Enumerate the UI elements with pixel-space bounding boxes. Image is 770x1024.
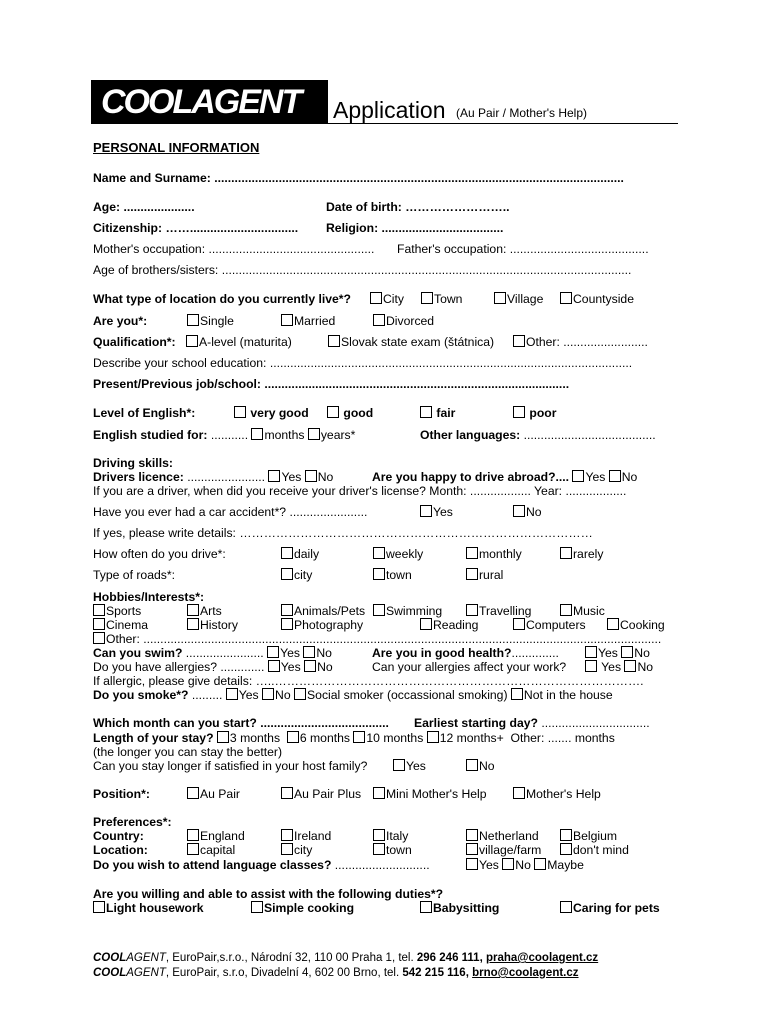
checkbox-icon[interactable] bbox=[420, 901, 432, 913]
hobby-travelling[interactable]: Travelling bbox=[466, 604, 531, 618]
qualification-label: Qualification*: bbox=[93, 335, 176, 349]
checkbox-icon[interactable] bbox=[393, 759, 405, 771]
checkbox-icon[interactable] bbox=[420, 406, 432, 418]
footer-praha: COOLAGENT, EuroPair,s.r.o., Národní 32, 110 00 Praha 1, tel. 296 246 111, praha@coolagent.cz bbox=[93, 952, 599, 964]
checkbox-icon[interactable] bbox=[294, 688, 306, 700]
position-mini-mothers-help[interactable]: Mini Mother's Help bbox=[373, 787, 487, 801]
checkbox-icon[interactable] bbox=[267, 646, 279, 658]
duties-question: Are you willing and able to assist with the following duties*? bbox=[93, 887, 444, 901]
country-label: Country: bbox=[93, 829, 144, 843]
checkbox-icon[interactable] bbox=[187, 829, 199, 841]
option-alevel[interactable]: A-level (maturita) bbox=[186, 335, 292, 349]
location-town[interactable]: town bbox=[373, 843, 412, 857]
allergies-affect-options: Yes No bbox=[585, 660, 653, 674]
religion-field[interactable]: Religion: .................................... bbox=[326, 221, 504, 235]
option-town[interactable]: Town bbox=[421, 292, 462, 306]
option-good[interactable]: good bbox=[327, 406, 373, 420]
option-rarely[interactable]: rarely bbox=[560, 547, 603, 561]
checkbox-icon[interactable] bbox=[308, 428, 320, 440]
checkbox-icon[interactable] bbox=[373, 604, 385, 616]
hobby-cooking[interactable]: Cooking bbox=[607, 618, 665, 632]
checkbox-icon[interactable] bbox=[466, 843, 478, 855]
name-field[interactable]: Name and Surname: ......................................................................................................................... bbox=[93, 171, 624, 185]
checkbox-icon[interactable] bbox=[466, 547, 478, 559]
hobby-computers[interactable]: Computers bbox=[513, 618, 586, 632]
option-other-qualification[interactable]: Other: ......................... bbox=[513, 335, 648, 349]
hobby-animals[interactable]: Animals/Pets bbox=[281, 604, 365, 618]
checkbox-icon[interactable] bbox=[420, 618, 432, 630]
location-capital[interactable]: capital bbox=[187, 843, 235, 857]
hobby-other[interactable]: Other: ......................................................................................................................................................... bbox=[93, 632, 661, 646]
checkbox-icon[interactable] bbox=[93, 618, 105, 630]
checkbox-icon[interactable] bbox=[262, 688, 274, 700]
checkbox-icon[interactable] bbox=[560, 604, 572, 616]
checkbox-icon[interactable] bbox=[93, 604, 105, 616]
checkbox-icon[interactable] bbox=[93, 901, 105, 913]
checkbox-icon[interactable] bbox=[370, 292, 382, 304]
country-italy[interactable]: Italy bbox=[373, 829, 408, 843]
checkbox-icon[interactable] bbox=[466, 829, 478, 841]
duty-caring-pets[interactable]: Caring for pets bbox=[560, 901, 660, 915]
option-weekly[interactable]: weekly bbox=[373, 547, 423, 561]
option-countryside[interactable]: Countyside bbox=[560, 292, 634, 306]
checkbox-icon[interactable] bbox=[624, 660, 636, 672]
option-slovak-exam[interactable]: Slovak state exam (štátnica) bbox=[328, 335, 494, 349]
checkbox-icon[interactable] bbox=[251, 901, 263, 913]
checkbox-icon[interactable] bbox=[373, 787, 385, 799]
checkbox-icon[interactable] bbox=[187, 843, 199, 855]
page-subtitle: (Au Pair / Mother's Help) bbox=[456, 106, 587, 120]
hobby-photography[interactable]: Photography bbox=[281, 618, 363, 632]
checkbox-icon[interactable] bbox=[466, 604, 478, 616]
drive-abroad-row: Are you happy to drive abroad?.... Yes No bbox=[372, 470, 638, 484]
checkbox-icon[interactable] bbox=[187, 618, 199, 630]
swim-row: Can you swim? ....................... Yes No bbox=[93, 646, 332, 660]
checkbox-icon[interactable] bbox=[268, 660, 280, 672]
checkbox-icon[interactable] bbox=[502, 858, 514, 870]
checkbox-icon[interactable] bbox=[427, 731, 439, 743]
stay-longer-question: Can you stay longer if satisfied in your host family? bbox=[93, 759, 368, 773]
checkbox-icon[interactable] bbox=[585, 646, 597, 658]
hobbies-heading: Hobbies/Interests*: bbox=[93, 590, 205, 604]
option-monthly[interactable]: monthly bbox=[466, 547, 522, 561]
hobby-reading[interactable]: Reading bbox=[420, 618, 478, 632]
checkbox-icon[interactable] bbox=[560, 547, 572, 559]
position-au-pair[interactable]: Au Pair bbox=[187, 787, 240, 801]
language-classes-options: Yes No Maybe bbox=[466, 858, 584, 872]
checkbox-icon[interactable] bbox=[281, 843, 293, 855]
checkbox-icon[interactable] bbox=[572, 470, 584, 482]
checkbox-icon[interactable] bbox=[420, 505, 432, 517]
option-fair[interactable]: fair bbox=[420, 406, 455, 420]
checkbox-icon[interactable] bbox=[373, 314, 385, 326]
option-very-good[interactable]: very good bbox=[234, 406, 309, 420]
hobby-arts[interactable]: Arts bbox=[187, 604, 222, 618]
english-level-label: Level of English*: bbox=[93, 406, 196, 420]
position-mothers-help[interactable]: Mother's Help bbox=[513, 787, 601, 801]
country-ireland[interactable]: Ireland bbox=[281, 829, 331, 843]
checkbox-icon[interactable] bbox=[421, 292, 433, 304]
location-dont-mind[interactable]: don't mind bbox=[560, 843, 629, 857]
checkbox-icon[interactable] bbox=[560, 901, 572, 913]
allergy-details-field[interactable]: If allergic, please give details: …..………………………………………………………………………………. bbox=[93, 674, 644, 688]
checkbox-icon[interactable] bbox=[560, 843, 572, 855]
checkbox-icon[interactable] bbox=[93, 632, 105, 644]
section-title: PERSONAL INFORMATION bbox=[93, 140, 260, 155]
coolagent-logo: COOLAGENT bbox=[101, 83, 301, 121]
checkbox-icon[interactable] bbox=[327, 406, 339, 418]
dob-field[interactable]: Date of birth: …………………….. bbox=[326, 200, 510, 214]
page-title: Application bbox=[333, 97, 446, 123]
accident-no[interactable]: No bbox=[513, 505, 542, 519]
location-question: What type of location do you currently live*? bbox=[93, 292, 351, 306]
smoke-row: Do you smoke*? ......... Yes No Social smoker (occassional smoking) Not in the house bbox=[93, 688, 613, 702]
option-married[interactable]: Married bbox=[281, 314, 335, 328]
checkbox-icon[interactable] bbox=[513, 406, 525, 418]
mother-occupation-field[interactable]: Mother's occupation: ................................................. bbox=[93, 242, 375, 256]
hobby-history[interactable]: History bbox=[187, 618, 238, 632]
stay-longer-yes[interactable]: Yes bbox=[393, 759, 426, 773]
location-city[interactable]: city bbox=[281, 843, 312, 857]
roads-label: Type of roads*: bbox=[93, 568, 175, 582]
father-occupation-field[interactable]: Father's occupation: ......................................... bbox=[397, 242, 649, 256]
longer-better-note: (the longer you can stay the better) bbox=[93, 745, 283, 759]
checkbox-icon[interactable] bbox=[353, 731, 365, 743]
checkbox-icon[interactable] bbox=[466, 568, 478, 580]
position-label: Position*: bbox=[93, 787, 150, 801]
checkbox-icon[interactable] bbox=[513, 335, 525, 347]
country-netherland[interactable]: Netherland bbox=[466, 829, 539, 843]
preferences-heading: Preferences*: bbox=[93, 815, 172, 829]
checkbox-icon[interactable] bbox=[234, 406, 246, 418]
checkbox-icon[interactable] bbox=[513, 787, 525, 799]
checkbox-icon[interactable] bbox=[187, 314, 199, 326]
email-link-brno[interactable]: brno@coolagent.cz bbox=[472, 967, 579, 979]
language-classes-question: Do you wish to attend language classes? ............................ bbox=[93, 858, 430, 872]
checkbox-icon[interactable] bbox=[303, 646, 315, 658]
checkbox-icon[interactable] bbox=[560, 829, 572, 841]
start-month-field[interactable]: Which month can you start? ...................................... bbox=[93, 716, 389, 730]
checkbox-icon[interactable] bbox=[607, 618, 619, 630]
header-rule bbox=[328, 123, 678, 124]
licence-row: Drivers licence: ....................... Yes No bbox=[93, 470, 334, 484]
english-studied-row: English studied for: ........... months years* bbox=[93, 428, 356, 442]
checkbox-icon[interactable] bbox=[494, 292, 506, 304]
checkbox-icon[interactable] bbox=[373, 568, 385, 580]
option-village[interactable]: Village bbox=[494, 292, 543, 306]
health-row: Are you in good health?.............. bbox=[372, 646, 559, 660]
option-poor[interactable]: poor bbox=[513, 406, 556, 420]
checkbox-icon[interactable] bbox=[511, 688, 523, 700]
hobby-cinema[interactable]: Cinema bbox=[93, 618, 148, 632]
duty-babysitting[interactable]: Babysitting bbox=[420, 901, 499, 915]
allergies-affect-question: Can your allergies affect your work? bbox=[372, 660, 567, 674]
location-village-farm[interactable]: village/farm bbox=[466, 843, 541, 857]
checkbox-icon[interactable] bbox=[268, 470, 280, 482]
option-daily[interactable]: daily bbox=[281, 547, 319, 561]
accident-yes[interactable]: Yes bbox=[420, 505, 453, 519]
checkbox-icon[interactable] bbox=[281, 829, 293, 841]
checkbox-icon[interactable] bbox=[281, 618, 293, 630]
allergies-row: Do you have allergies? ............. Yes No bbox=[93, 660, 333, 674]
checkbox-icon[interactable] bbox=[513, 505, 525, 517]
citizenship-field[interactable]: Citizenship: ……................................ bbox=[93, 221, 299, 235]
checkbox-icon[interactable] bbox=[621, 646, 633, 658]
marital-label: Are you*: bbox=[93, 314, 148, 328]
driving-skills-heading: Driving skills: bbox=[93, 456, 173, 470]
length-stay-row: Length of your stay? 3 months 6 months 10 months 12 months+ Other: ....... months bbox=[93, 731, 615, 745]
checkbox-icon[interactable] bbox=[609, 470, 621, 482]
checkbox-icon[interactable] bbox=[466, 759, 478, 771]
option-road-town[interactable]: town bbox=[373, 568, 412, 582]
accident-question: Have you ever had a car accident*? ....................... bbox=[93, 505, 368, 519]
checkbox-icon[interactable] bbox=[251, 428, 263, 440]
checkbox-icon[interactable] bbox=[187, 787, 199, 799]
checkbox-icon[interactable] bbox=[560, 292, 572, 304]
other-languages-field[interactable]: Other languages: ....................................... bbox=[420, 428, 656, 442]
checkbox-icon[interactable] bbox=[585, 660, 597, 672]
email-link-praha[interactable]: praha@coolagent.cz bbox=[485, 952, 599, 964]
checkbox-icon[interactable] bbox=[281, 314, 293, 326]
stay-longer-no[interactable]: No bbox=[466, 759, 495, 773]
checkbox-icon[interactable] bbox=[281, 604, 293, 616]
earliest-start-field[interactable]: Earliest starting day? ................................ bbox=[414, 716, 650, 730]
hobby-swimming[interactable]: Swimming bbox=[373, 604, 442, 618]
option-city[interactable]: City bbox=[370, 292, 404, 306]
checkbox-icon[interactable] bbox=[287, 731, 299, 743]
checkbox-icon[interactable] bbox=[513, 618, 525, 630]
age-field[interactable]: Age: ..................... bbox=[93, 200, 195, 214]
checkbox-icon[interactable] bbox=[304, 660, 316, 672]
option-single[interactable]: Single bbox=[187, 314, 234, 328]
checkbox-icon[interactable] bbox=[281, 787, 293, 799]
checkbox-icon[interactable] bbox=[226, 688, 238, 700]
checkbox-icon[interactable] bbox=[373, 547, 385, 559]
siblings-field[interactable]: Age of brothers/sisters: ......................................................................................................................... bbox=[93, 263, 632, 277]
option-road-rural[interactable]: rural bbox=[466, 568, 503, 582]
how-often-label: How often do you drive*: bbox=[93, 547, 226, 561]
country-belgium[interactable]: Belgium bbox=[560, 829, 617, 843]
footer-brno: COOLAGENT, EuroPair, s.r.o, Divadelní 4, 602 00 Brno, tel. 542 215 116, brno@coolagent.cz bbox=[93, 967, 579, 979]
checkbox-icon[interactable] bbox=[328, 335, 340, 347]
checkbox-icon[interactable] bbox=[186, 335, 198, 347]
checkbox-icon[interactable] bbox=[305, 470, 317, 482]
position-au-pair-plus[interactable]: Au Pair Plus bbox=[281, 787, 361, 801]
duty-light-housework[interactable]: Light housework bbox=[93, 901, 204, 915]
license-date-field[interactable]: If you are a driver, when did you receive your driver's license? Month: .................. Year: .................. bbox=[93, 484, 627, 498]
hobby-music[interactable]: Music bbox=[560, 604, 605, 618]
checkbox-icon[interactable] bbox=[373, 843, 385, 855]
checkbox-icon[interactable] bbox=[281, 547, 293, 559]
option-road-city[interactable]: city bbox=[281, 568, 312, 582]
checkbox-icon[interactable] bbox=[217, 731, 229, 743]
health-options: Yes No bbox=[585, 646, 650, 660]
option-divorced[interactable]: Divorced bbox=[373, 314, 434, 328]
duty-simple-cooking[interactable]: Simple cooking bbox=[251, 901, 354, 915]
location-label: Location: bbox=[93, 843, 148, 857]
checkbox-icon[interactable] bbox=[187, 604, 199, 616]
checkbox-icon[interactable] bbox=[373, 829, 385, 841]
checkbox-icon[interactable] bbox=[534, 858, 546, 870]
accident-details-field[interactable]: If yes, please write details: …………………………………………………………………………… bbox=[93, 526, 593, 540]
school-education-field[interactable]: Describe your school education: ........................................................................................................... bbox=[93, 356, 633, 370]
checkbox-icon[interactable] bbox=[281, 568, 293, 580]
country-england[interactable]: England bbox=[187, 829, 245, 843]
job-field[interactable]: Present/Previous job/school: .......................................................................................... bbox=[93, 377, 570, 391]
hobby-sports[interactable]: Sports bbox=[93, 604, 141, 618]
checkbox-icon[interactable] bbox=[466, 858, 478, 870]
